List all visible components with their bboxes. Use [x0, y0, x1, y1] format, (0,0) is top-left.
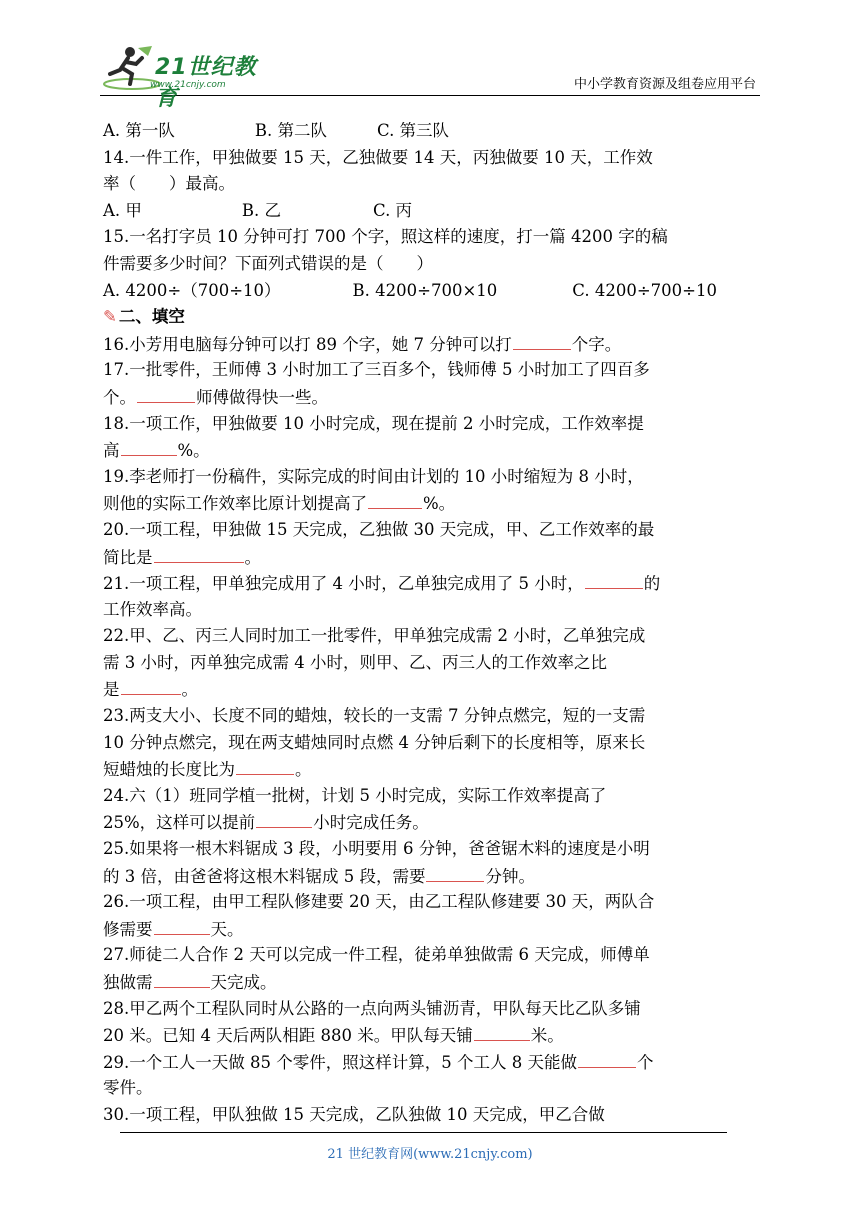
- answer-blank[interactable]: [137, 384, 195, 403]
- question-line: [103, 1022, 759, 1049]
- question-line: 10 分钟点燃完，现在两支蜡烛同时点燃 4 分钟后剩下的长度相等，原来长: [103, 732, 646, 752]
- footer-divider: [120, 1132, 727, 1133]
- question-text: 的 3 倍，由爸爸将这根木料锯成 5 段，需要: [103, 866, 426, 886]
- question-line: 18.一项工作，甲独做要 10 小时完成，现在提前 2 小时完成，工作效率提: [103, 413, 644, 433]
- question-line: [103, 676, 759, 703]
- question-text: 短蜡烛的长度比为: [103, 760, 235, 780]
- answer-blank[interactable]: [121, 676, 181, 695]
- question-text: 个字。: [571, 334, 622, 354]
- question-text: 29.一个工人一天做 85 个零件，照这样计算，5 个工人 8 天能做: [103, 1052, 577, 1072]
- question-line: 工作效率高。: [103, 599, 202, 619]
- question-line: 需 3 小时，丙单独完成需 4 小时，则甲、乙、丙三人的工作效率之比: [103, 652, 607, 672]
- section-title: 二、填空: [118, 307, 185, 327]
- options-line-13: [103, 118, 759, 145]
- question-line: 19.李老师打一份稿件，实际完成的时间由计划的 10 小时缩短为 8 小时，: [103, 466, 644, 486]
- answer-blank[interactable]: [474, 1022, 530, 1041]
- options-line-14: [103, 198, 759, 225]
- question-text: 。: [244, 547, 261, 567]
- question-line: 15.一名打字员 10 分钟可打 700 个字，照这样的速度，打一篇 4200 字的稿: [103, 227, 668, 247]
- question-text: 则他的实际工作效率比原计划提高了: [103, 494, 367, 514]
- answer-blank[interactable]: [154, 969, 210, 988]
- question-line: 30.一项工程，甲队独做 15 天完成，乙队独做 10 天完成，甲乙合做: [103, 1104, 605, 1124]
- question-line: 率（ ）最高。: [103, 174, 235, 194]
- question-text: 独做需: [103, 973, 153, 992]
- question-text: 修需要: [103, 919, 153, 939]
- page-header: [100, 40, 760, 111]
- question-text: 20 米。已知 4 天后两队相距 880 米。甲队每天铺: [103, 1026, 473, 1046]
- logo-url: www.21cnjy.com: [150, 80, 226, 90]
- option-c: C. 丙: [373, 200, 413, 220]
- question-line: 14.一件工作，甲独做要 15 天，乙独做要 14 天，丙独做要 10 天，工作效: [103, 147, 653, 167]
- answer-blank[interactable]: [121, 437, 177, 456]
- answer-blank[interactable]: [154, 916, 210, 935]
- question-text: 分钟。: [485, 866, 535, 886]
- section-heading: [103, 304, 759, 331]
- question-line: 23.两支大小、长度不同的蜡烛，较长的一支需 7 分钟点燃完，短的一支需: [103, 706, 646, 726]
- question-line: 17.一批零件，王师傅 3 小时加工了三百多个，钱师傅 5 小时加工了四百多: [103, 360, 650, 380]
- question-text: 21.一项工程，甲单独完成用了 4 小时，乙单独完成用了 5 小时，: [103, 574, 584, 594]
- question-line: 25.如果将一根木料锯成 3 段，小明要用 6 分钟，爸爸锯木料的速度是小明: [103, 839, 650, 859]
- option-b: B. 乙: [241, 200, 282, 220]
- answer-blank[interactable]: [513, 331, 571, 350]
- question-text: 天。: [210, 919, 244, 939]
- question-text: 高: [103, 441, 120, 461]
- answer-blank[interactable]: [236, 756, 294, 775]
- answer-blank[interactable]: [256, 809, 312, 828]
- question-line: [103, 916, 759, 943]
- question-line: 22.甲、乙、丙三人同时加工一批零件，甲单独完成需 2 小时，乙单独完成: [103, 626, 646, 646]
- option-a: A. 4200÷（700÷10）: [103, 280, 281, 300]
- question-text: 的: [643, 574, 661, 594]
- answer-blank[interactable]: [426, 863, 484, 882]
- question-text: 简比是: [103, 547, 153, 567]
- option-a: A. 甲: [103, 200, 142, 220]
- question-line: 零件。: [103, 1078, 153, 1098]
- pencil-icon: ✎: [103, 307, 117, 327]
- option-b: B. 第二队: [254, 121, 328, 140]
- answer-blank[interactable]: [154, 544, 244, 563]
- question-text: 。: [181, 680, 198, 700]
- question-line: 26.一项工程，由甲工程队修建要 20 天，由乙工程队修建要 30 天，两队合: [103, 892, 655, 912]
- footer-link[interactable]: 21 世纪教育网(www.21cnjy.com): [327, 1147, 533, 1162]
- question-text: 。: [295, 760, 312, 780]
- question-line: [103, 809, 759, 836]
- question-text: 师傅做得快一些。: [196, 387, 328, 407]
- question-line: [103, 969, 759, 996]
- question-line: [103, 384, 759, 411]
- question-line: [103, 437, 759, 464]
- question-line: [103, 331, 759, 358]
- question-text: %。: [423, 494, 456, 514]
- question-line: 件需要多少时间？下面列式错误的是（ ）: [103, 253, 433, 273]
- question-line: 20.一项工程，甲独做 15 天完成，乙独做 30 天完成，甲、乙工作效率的最: [103, 519, 655, 539]
- question-line: [103, 544, 759, 571]
- answer-blank[interactable]: [585, 570, 643, 589]
- question-line: [103, 1049, 759, 1076]
- question-text: 天完成。: [210, 973, 277, 992]
- question-text: 个: [636, 1052, 654, 1072]
- question-text: 个。: [103, 387, 136, 407]
- question-text: 米。: [530, 1026, 564, 1046]
- question-text: 小时完成任务。: [313, 813, 429, 833]
- question-text: %。: [177, 441, 210, 461]
- question-line: 24.六（1）班同学植一批树，计划 5 小时完成，实际工作效率提高了: [103, 785, 607, 805]
- site-logo: [100, 44, 265, 111]
- question-line: 28.甲乙两个工程队同时从公路的一点向两头铺沥青，甲队每天比乙队多铺: [103, 998, 641, 1018]
- answer-blank[interactable]: [368, 490, 422, 509]
- question-line: [103, 863, 759, 890]
- question-line: 27.师徒二人合作 2 天可以完成一件工程，徒弟单独做需 6 天完成，师傅单: [103, 945, 650, 965]
- logo-text: 21世纪教育: [155, 55, 257, 111]
- question-text: 25%，这样可以提前: [103, 813, 256, 833]
- option-a: A. 第一队: [103, 121, 175, 140]
- question-content: [103, 118, 759, 1129]
- option-c: C. 第三队: [377, 121, 450, 140]
- option-c: C. 4200÷700÷10: [572, 280, 717, 300]
- question-line: [103, 490, 759, 517]
- options-line-15: [103, 278, 759, 305]
- header-platform-text: 中小学教育资源及组卷应用平台: [573, 77, 756, 92]
- question-text: 16.小芳用电脑每分钟可以打 89 个字，她 7 分钟可以打: [103, 334, 512, 354]
- question-line: [103, 756, 759, 783]
- question-text: 是: [103, 680, 120, 700]
- answer-blank[interactable]: [578, 1049, 636, 1068]
- question-line: [103, 570, 759, 597]
- option-b: B. 4200÷700×10: [352, 280, 498, 300]
